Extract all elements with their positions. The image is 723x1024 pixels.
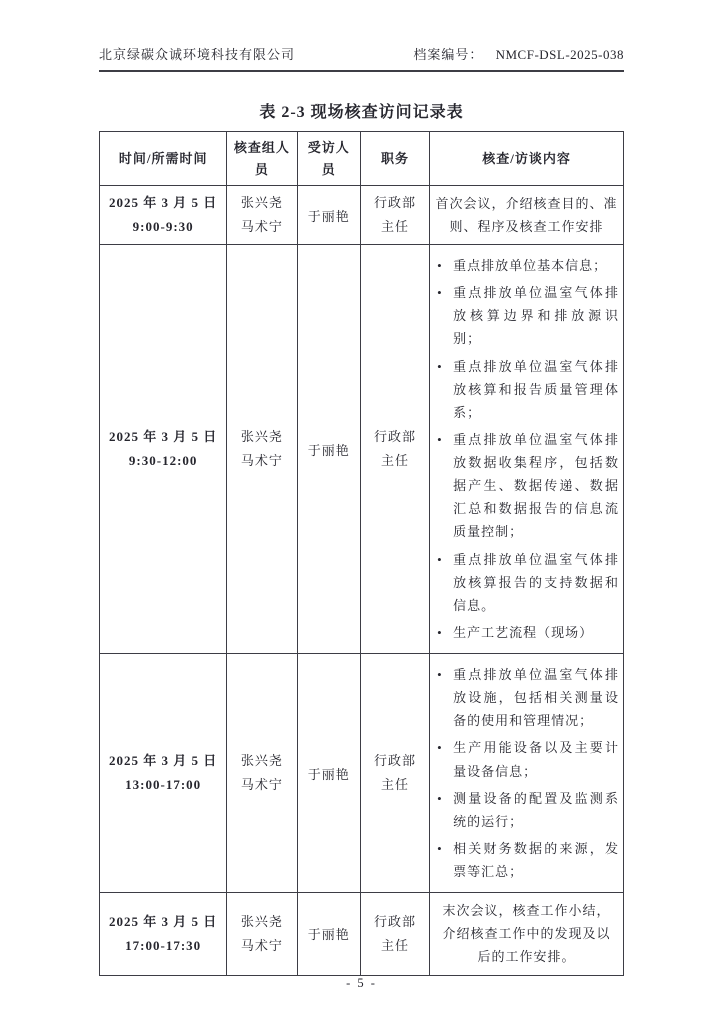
content-bullet-item: • 测量设备的配置及监测系统的运行； <box>434 787 619 833</box>
content-bullet-item: • 生产用能设备以及主要计量设备信息； <box>434 736 619 782</box>
verify-team-cell: 张兴尧 马术宁 <box>227 893 297 975</box>
content-bullet-list <box>434 254 619 644</box>
position-cell: 行政部 主任 <box>360 186 429 245</box>
interviewee-cell: 于丽艳 <box>297 654 360 893</box>
content-bullet-item: • 重点排放单位温室气体排放核算报告的支持数据和信息。 <box>434 548 619 617</box>
col-header-time: 时间/所需时间 <box>100 132 227 186</box>
content-cell: 末次会议，核查工作小结，介绍核查工作中的发现及以后的工作安排。 <box>430 893 624 975</box>
time-cell: 2025 年 3 月 5 日 9:30-12:00 <box>100 245 227 654</box>
verify-team-cell: 张兴尧 马术宁 <box>227 654 297 893</box>
content-bullet-item: • 生产工艺流程（现场） <box>434 621 619 644</box>
content-bullet-item: • 重点排放单位温室气体排放核算边界和排放源识别； <box>434 281 619 350</box>
time-cell: 2025 年 3 月 5 日 9:00-9:30 <box>100 186 227 245</box>
content-bullet-item: • 重点排放单位温室气体排放核算和报告质量管理体系； <box>434 355 619 424</box>
position-cell: 行政部 主任 <box>360 654 429 893</box>
col-header-interviewee: 受访人员 <box>297 132 360 186</box>
time-cell: 2025 年 3 月 5 日 17:00-17:30 <box>100 893 227 975</box>
content-cell <box>430 245 624 654</box>
position-cell: 行政部 主任 <box>360 245 429 654</box>
table-row <box>100 654 624 893</box>
company-name: 北京绿碳众诚环境科技有限公司 <box>99 47 296 62</box>
table-header-row <box>100 132 624 186</box>
content-bullet-list <box>434 663 619 883</box>
table-row <box>100 186 624 245</box>
archive-number-value: NMCF-DSL-2025-038 <box>495 47 624 62</box>
interviewee-cell: 于丽艳 <box>297 186 360 245</box>
page-number: - 5 - <box>346 975 377 990</box>
content-cell <box>430 654 624 893</box>
col-header-position: 职务 <box>360 132 429 186</box>
content-bullet-item: • 重点排放单位基本信息； <box>434 254 619 277</box>
position-cell: 行政部 主任 <box>360 893 429 975</box>
verify-team-cell: 张兴尧 马术宁 <box>227 186 297 245</box>
col-header-team: 核查组人员 <box>227 132 297 186</box>
table-title: 表 2-3 现场核查访问记录表 <box>259 104 464 121</box>
archive-number <box>413 44 624 63</box>
archive-number-label: 档案编号： <box>413 47 484 62</box>
running-header <box>99 44 624 72</box>
verify-team-cell: 张兴尧 马术宁 <box>227 245 297 654</box>
content-bullet-item: • 重点排放单位温室气体排放设施，包括相关测量设备的使用和管理情况； <box>434 663 619 732</box>
visit-record-table <box>99 131 624 976</box>
content-bullet-item: • 重点排放单位温室气体排放数据收集程序，包括数据产生、数据传递、数据汇总和数据报告的信息流质量控制； <box>434 428 619 544</box>
interviewee-cell: 于丽艳 <box>297 245 360 654</box>
table-row <box>100 893 624 975</box>
time-cell: 2025 年 3 月 5 日 13:00-17:00 <box>100 654 227 893</box>
table-row <box>100 245 624 654</box>
content-bullet-item: • 相关财务数据的来源，发票等汇总； <box>434 837 619 883</box>
interviewee-cell: 于丽艳 <box>297 893 360 975</box>
content-cell: 首次会议，介绍核查目的、准则、程序及核查工作安排 <box>430 186 624 245</box>
col-header-content: 核查/访谈内容 <box>430 132 624 186</box>
